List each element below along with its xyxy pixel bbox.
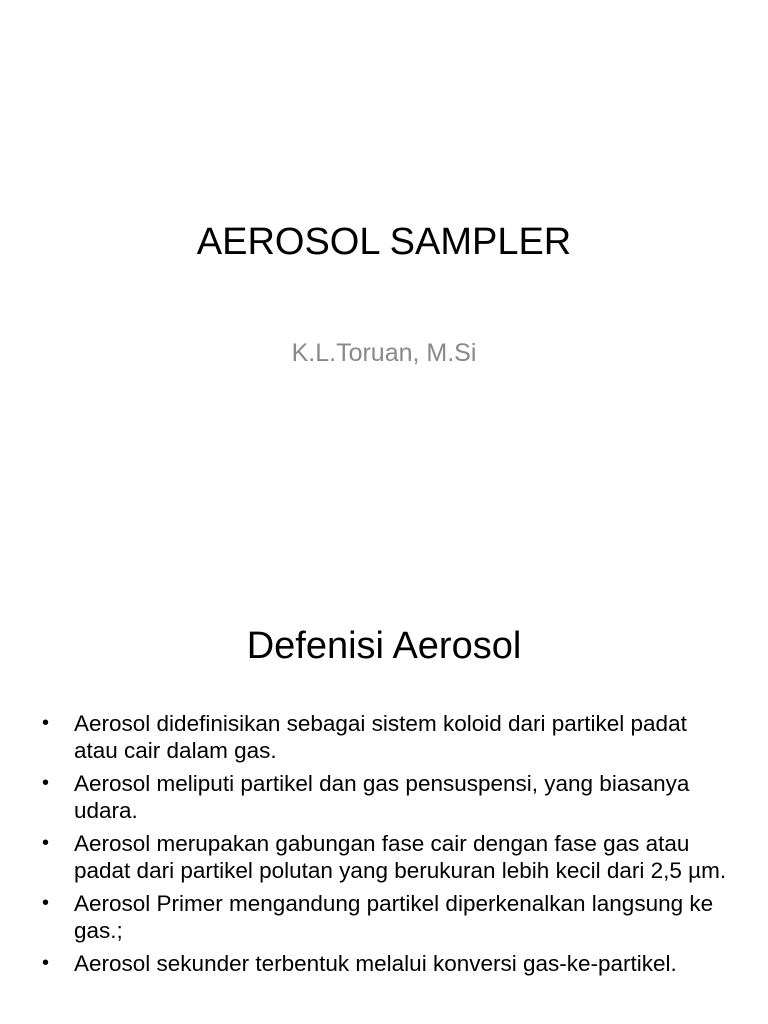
bullet-icon: •: [42, 832, 50, 854]
bullet-text: Aerosol didefinisikan sebagai sistem koloid dari partikel padat atau cair dalam gas.: [74, 711, 687, 763]
list-item: [38, 770, 728, 824]
slide-subtitle: K.L.Toruan, M.Si: [291, 339, 477, 367]
bullet-text: Aerosol Primer mengandung partikel diperkenalkan langsung ke gas.;: [74, 891, 714, 943]
bullet-icon: •: [42, 772, 50, 794]
bullet-text: Aerosol sekunder terbentuk melalui konversi gas-ke-partikel.: [74, 951, 677, 976]
bullet-icon: •: [42, 712, 50, 734]
bullet-list: [38, 710, 728, 983]
bullet-text: Aerosol merupakan gabungan fase cair dengan fase gas atau padat dari partikel polutan yang berukuran lebih kecil dari 2,5 µm.: [74, 831, 727, 883]
list-item: [38, 890, 728, 944]
bullet-icon: •: [42, 952, 50, 974]
list-item: [38, 710, 728, 764]
list-item: [38, 830, 728, 884]
bullet-icon: •: [42, 892, 50, 914]
slide-heading: Defenisi Aerosol: [246, 625, 522, 667]
content-slide: [0, 576, 768, 1024]
slide-title: AEROSOL SAMPLER: [196, 221, 572, 263]
list-item: [38, 950, 728, 977]
bullet-text: Aerosol meliputi partikel dan gas pensuspensi, yang biasanya udara.: [74, 771, 690, 823]
